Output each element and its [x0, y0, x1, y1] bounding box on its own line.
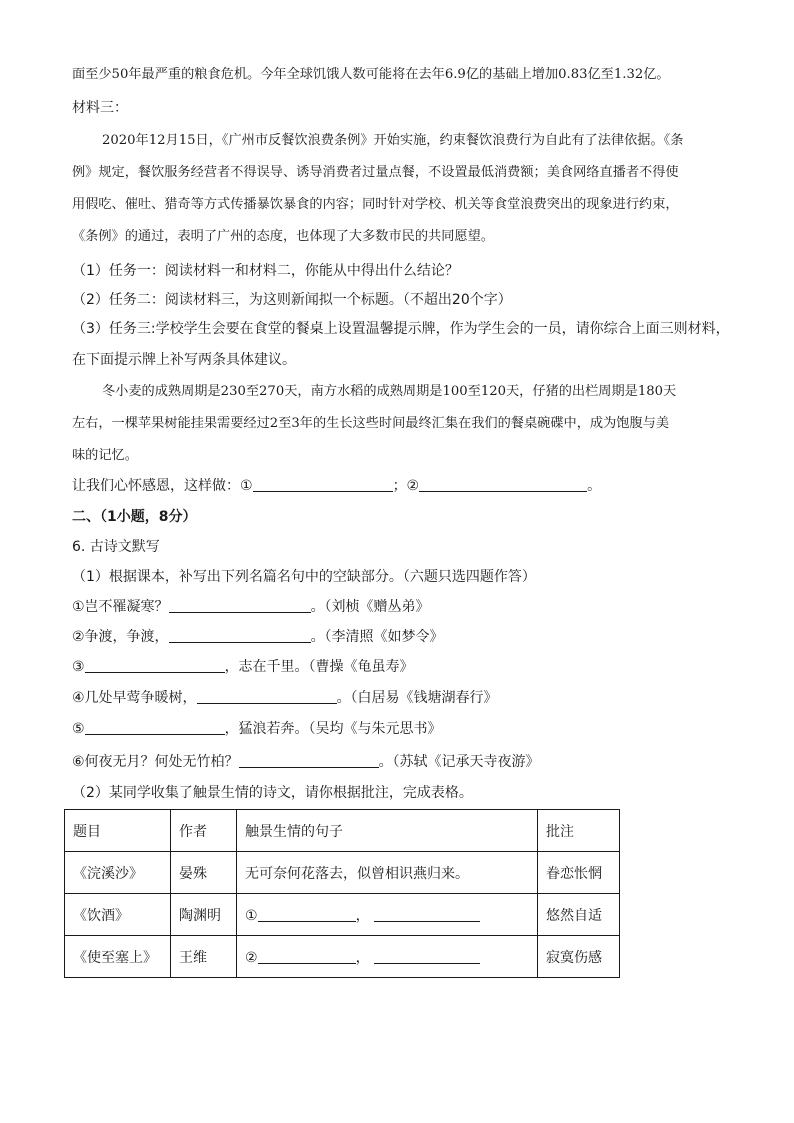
fill-blank-item-5 [72, 720, 442, 738]
cell-note: 悠然自适 [538, 894, 620, 936]
answer-blank-2[interactable] [419, 477, 587, 492]
reminder-text-line: 左右，一棵苹果树能挂果需要经过2至3年的生长这些时间最终汇集在我们的餐桌碗碟中，成为饱腹与美 [72, 416, 670, 431]
material-3-label: 材料三： [72, 100, 128, 116]
material-2-tail: 面至少50年最严重的粮食危机。今年全球饥饿人数可能将在去年6.9亿的基础上增加0.83亿至1.32亿。 [72, 67, 670, 82]
header-cell-note: 批注 [538, 810, 620, 852]
table-row [65, 894, 620, 936]
reminder-text-line: 冬小麦的成熟周期是230至270天，南方水稻的成熟周期是100至120天，仔猪的出栏周期是180天 [102, 384, 677, 399]
gratitude-line [72, 477, 601, 495]
cell-author: 王维 [171, 936, 237, 978]
cell-title: 《使至塞上》 [65, 936, 171, 978]
cell-author: 晏殊 [171, 852, 237, 894]
table-answer-blank[interactable] [374, 907, 480, 922]
table-answer-blank[interactable] [258, 907, 356, 922]
material-3-para-line: 例》规定，餐饮服务经营者不得误导、诱导消费者过量点餐，不设置最低消费额；美食网络直播者不得使 [72, 165, 679, 180]
fill-source: 。（苏轼《记承天寺夜游》 [378, 754, 540, 770]
fill-blank-input[interactable] [169, 598, 311, 613]
fill-prefix: ①岂不罹凝寒？ [72, 599, 169, 615]
table-row [65, 852, 620, 894]
cell-sentence [237, 936, 538, 978]
material-3-para-line: 《条例》的通过，表明了广州的态度，也体现了大多数市民的共同愿望。 [72, 229, 494, 244]
section-2-heading: 二、（1小题，8分） [72, 509, 197, 525]
cell-sentence [237, 894, 538, 936]
table-row [65, 936, 620, 978]
header-cell-sentence: 触景生情的句子 [237, 810, 538, 852]
table-answer-blank[interactable] [258, 949, 356, 964]
answer-blank-1[interactable] [253, 477, 393, 492]
header-cell-title: 题目 [65, 810, 171, 852]
cell-sentence: 无可奈何花落去，似曾相识燕归来。 [237, 852, 538, 894]
fill-blank-item-3 [72, 658, 414, 676]
answer-mark: ① [245, 907, 258, 924]
comma: ， [355, 949, 370, 966]
fill-blank-input[interactable] [239, 753, 379, 768]
fill-blank-input[interactable] [169, 628, 311, 643]
question-6-1-instruction: （1）根据课本，补写出下列名篇名句中的空缺部分。（六题只选四题作答） [72, 569, 536, 585]
fill-blank-input[interactable] [197, 689, 337, 704]
fill-prefix: ③ [72, 659, 85, 675]
fill-blank-item-2 [72, 628, 444, 646]
gratitude-separator: ；② [392, 478, 420, 494]
material-3-para-line: 用假吃、催吐、猎奇等方式传播暴饮暴食的内容；同时针对学校、机关等食堂浪费突出的现象进行约束， [72, 197, 679, 212]
cell-note: 寂寞伤感 [538, 936, 620, 978]
fill-prefix: ⑤ [72, 721, 85, 737]
fill-source: ，志在千里。（曹操《龟虽寿》 [224, 659, 414, 675]
poem-table [64, 809, 620, 978]
fill-source: 。（刘桢《赠丛弟》 [310, 599, 430, 615]
material-3-para-line: 2020年12月15日，《广州市反餐饮浪费条例》开始实施，约束餐饮浪费行为自此有了法律依据。《条 [102, 133, 684, 148]
cell-title: 《饮酒》 [65, 894, 171, 936]
task-3-question-cont: 在下面提示牌上补写两条具体建议。 [72, 352, 296, 368]
fill-blank-item-1 [72, 598, 430, 616]
header-cell-author: 作者 [171, 810, 237, 852]
fill-source: 。（白居易《钱塘湖春行》 [336, 690, 498, 706]
fill-prefix: ②争渡，争渡， [72, 629, 169, 645]
reminder-text-line: 味的记忆。 [72, 448, 138, 463]
cell-author: 陶渊明 [171, 894, 237, 936]
fill-prefix: ④几处早莺争暖树， [72, 690, 197, 706]
fill-prefix: ⑥何夜无月？何处无竹柏？ [72, 754, 239, 770]
comma: ， [355, 907, 370, 924]
fill-blank-input[interactable] [85, 720, 225, 735]
task-3-question: （3）任务三:学校学生会要在食堂的餐桌上设置温馨提示牌，作为学生会的一员，请你综合上面三则材料， [72, 321, 730, 337]
question-6-2-instruction: （2）某同学收集了触景生情的诗文，请你根据批注，完成表格。 [72, 785, 473, 801]
table-header-row [65, 810, 620, 852]
gratitude-prefix: 让我们心怀感恩，这样做：① [72, 478, 253, 494]
table-answer-blank[interactable] [374, 949, 480, 964]
task-2-question: （2）任务二：阅读材料三，为这则新闻拟一个标题。（不超出20个字） [72, 292, 512, 308]
fill-blank-item-4 [72, 689, 498, 707]
fill-source: 。（李清照《如梦令》 [310, 629, 444, 645]
answer-mark: ② [245, 949, 258, 966]
gratitude-end: 。 [587, 478, 602, 494]
cell-note: 眷恋怅惘 [538, 852, 620, 894]
fill-blank-input[interactable] [85, 658, 225, 673]
cell-title: 《浣溪沙》 [65, 852, 171, 894]
fill-blank-item-6 [72, 753, 540, 771]
fill-source: ，猛浪若奔。（吴均《与朱元思书》 [224, 721, 442, 737]
question-6-title: 6. 古诗文默写 [72, 539, 160, 555]
task-1-question: （1）任务一：阅读材料一和材料二，你能从中得出什么结论？ [72, 263, 459, 279]
